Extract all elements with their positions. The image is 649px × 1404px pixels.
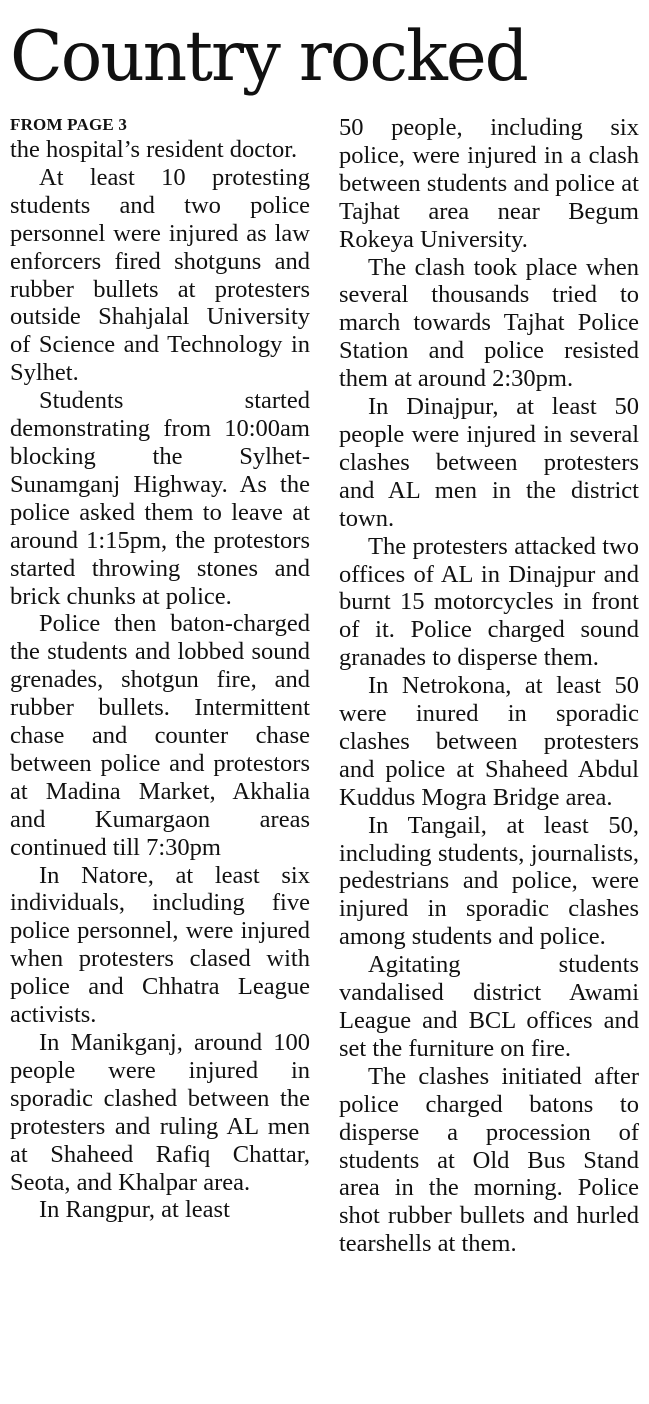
headline: Country rocked [10,17,527,97]
paragraph: In Tangail, at least 50, including students, journalists, pedestrians and police, were injured in sporadic clashes among students and police. [339,811,639,951]
paragraph: 50 people, including six police, were injured in a clash between students and police at Tajhat area near Begum Rokeya University. [339,114,639,253]
paragraph: In Netrokona, at least 50 were inured in sporadic clashes between protesters and police at Shaheed Abdul Kuddus Mogra Bridge area. [339,672,639,811]
paragraph: In Manikganj, around 100 people were injured in sporadic clashed between the protesters and ruling AL men at Shaheed Rafiq Chattar, Seota, and Khalpar area. [10,1029,310,1196]
paragraph: the hospital’s resident doctor. [10,136,298,163]
paragraph: Agitating students vandalised district Awami League and BCL offices and set the furniture on fire. [339,951,639,1062]
right-column [339,114,639,1258]
paragraph: The clashes initiated after police charged batons to disperse a procession of students at Old Bus Stand area in the morning. Police shot rubber bullets and hurled tearshells at them. [339,1062,639,1258]
paragraph: Students started demonstrating from 10:00am blocking the Sylhet-Sunamganj Highway. As the police asked them to leave at around 1:15pm, the protestors started throwing stones and brick chunks at police. [10,387,310,610]
paragraph: In Rangpur, at least [39,1196,230,1224]
paragraph: Police then baton-charged the students and lobbed sound grenades, shotgun fire, and rubber bullets. Intermittent chase and counter chase between police and protestors at Madina Market, Akhalia and Kumargaon areas continued till 7:30pm [10,610,310,861]
from-page-kicker: FROM PAGE 3 [10,115,128,134]
paragraph: In Dinajpur, at least 50 people were injured in several clashes between protesters and AL men in the district town. [339,393,639,532]
paragraph: The protesters attacked two offices of AL in Dinajpur and burnt 15 motorcycles in front of it. Police charged sound granades to disperse them. [339,532,639,672]
paragraph: The clash took place when several thousands tried to march towards Tajhat Police Station and police resisted them at around 2:30pm. [339,253,639,393]
paragraph: In Natore, at least six individuals, including five police personnel, were injured when protesters clased with police and Chhatra League activists. [10,861,310,1029]
left-column [10,114,310,1224]
paragraph: At least 10 protesting students and two police personnel were injured as law enforcers fired shotguns and rubber bullets at protesters outside Shahjalal University of Science and Technology in Sylhet. [10,163,310,387]
